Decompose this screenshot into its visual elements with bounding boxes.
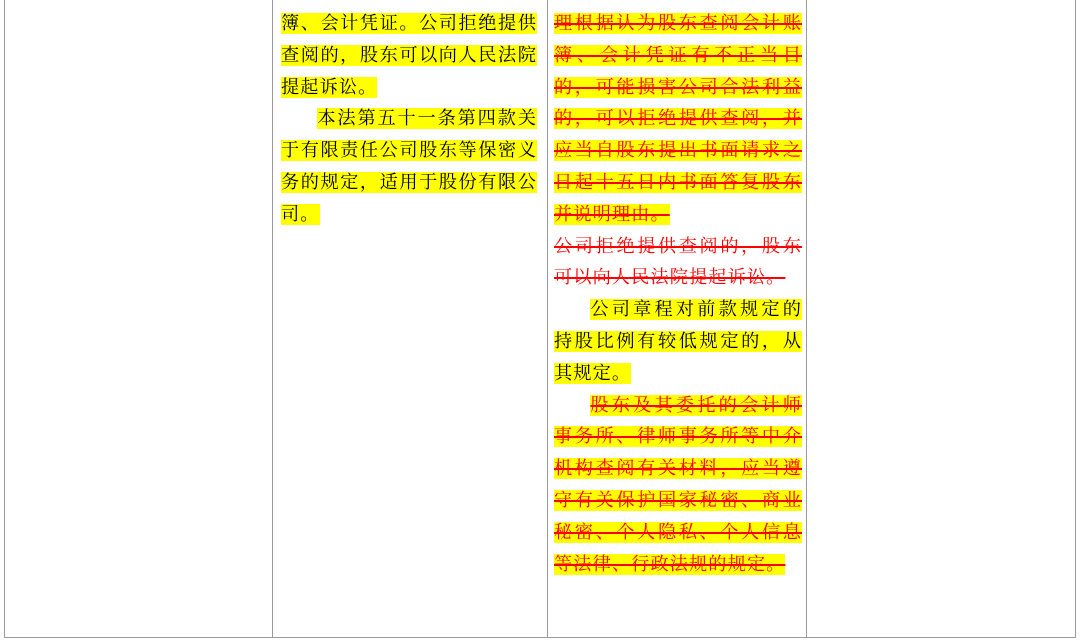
revised-paragraph-1	[554, 8, 802, 231]
highlighted-text: 本法第五十一条第四款关于有限责任公司股东等保密义务的规定，适用于股份有限公司。	[281, 108, 537, 225]
revised-paragraph-2	[554, 231, 802, 295]
table-column-revised	[548, 0, 807, 637]
original-paragraph-1	[281, 8, 537, 103]
revised-paragraph-3	[554, 294, 802, 389]
table-column-original	[273, 0, 548, 637]
deleted-text: 公司拒绝提供查阅的，股东可以向人民法院提起诉讼。	[554, 235, 802, 289]
table-column-1	[5, 0, 273, 637]
original-text-cell	[281, 8, 537, 231]
table-column-4	[807, 0, 1077, 637]
deleted-highlighted-text: 股东及其委托的会计师事务所、律师事务所等中介机构查阅有关材料，应当遵守有关保护国家秘密、商业秘密、个人隐私、个人信息等法律、行政法规的规定。	[554, 394, 802, 575]
revised-paragraph-4	[554, 390, 802, 581]
highlighted-text: 簿、会计凭证。公司拒绝提供查阅的，股东可以向人民法院提起诉讼。	[281, 13, 537, 98]
deleted-highlighted-text: 理根据认为股东查阅会计账簿、会计凭证有不正当目的，可能损害公司合法利益的，可以拒绝提供查阅，并应当自股东提出书面请求之日起十五日内书面答复股东并说明理由。	[554, 13, 802, 225]
revised-text-cell	[554, 8, 802, 580]
highlighted-text: 公司章程对前款规定的持股比例有较低规定的，从其规定。	[554, 299, 802, 384]
original-paragraph-2	[281, 103, 537, 230]
comparison-table	[4, 0, 1076, 638]
